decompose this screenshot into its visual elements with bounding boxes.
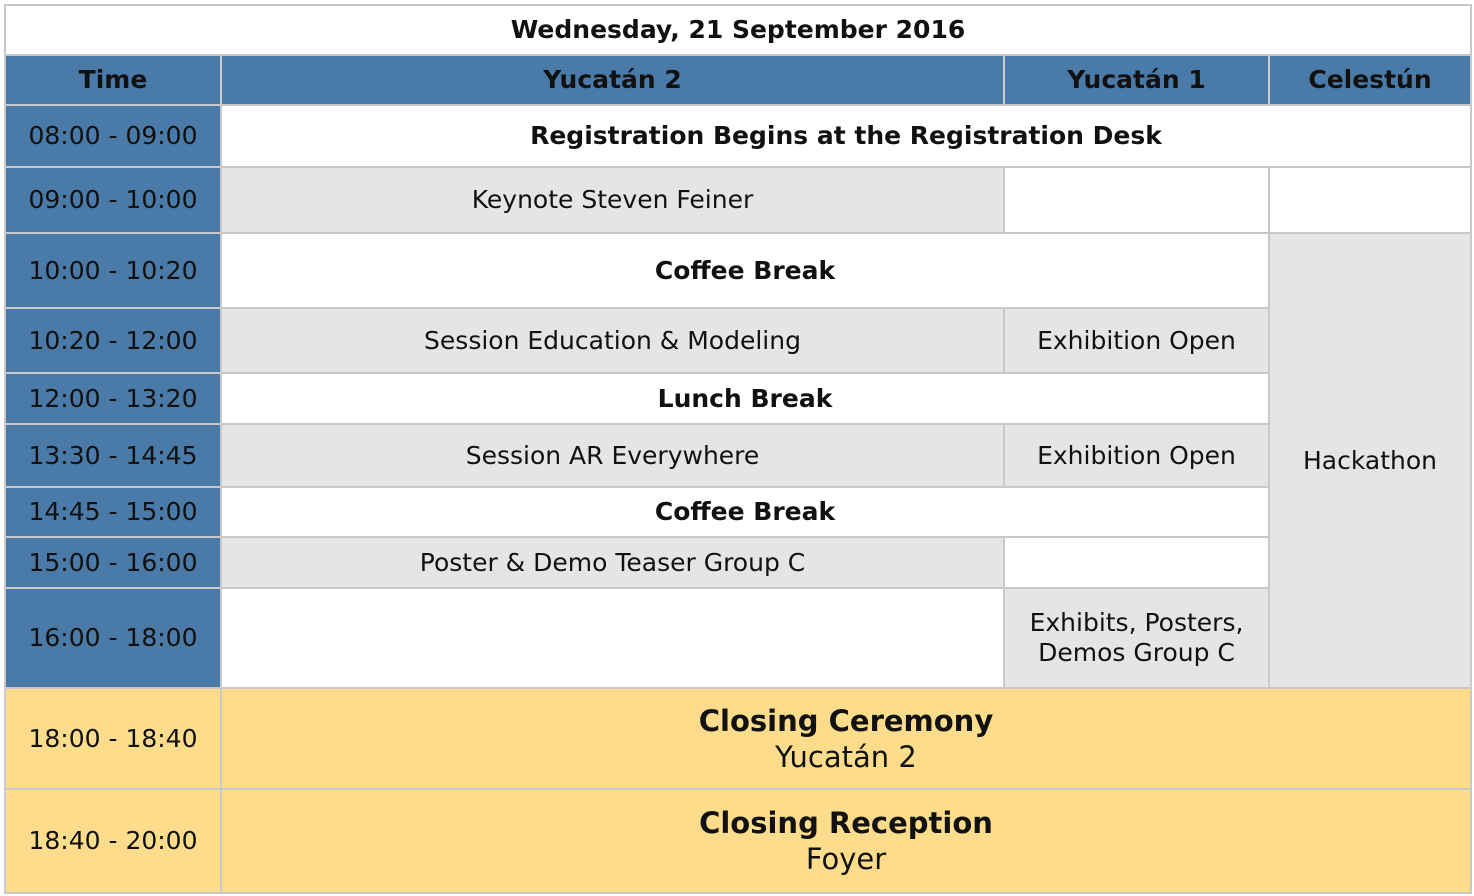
header-yucatan-2: Yucatán 2 <box>221 55 1004 105</box>
closing-reception-cell <box>221 789 1471 893</box>
table-row <box>5 167 1471 233</box>
table-row <box>5 424 1471 487</box>
hackathon-cell: Hackathon <box>1269 233 1471 688</box>
header-yucatan-1: Yucatán 1 <box>1004 55 1269 105</box>
empty-cell <box>221 588 1004 688</box>
time-cell: 10:00 - 10:20 <box>5 233 221 308</box>
event-title: Closing Reception <box>699 806 993 840</box>
exhibition-cell: Exhibition Open <box>1004 308 1269 373</box>
coffee-break-cell: Coffee Break <box>221 233 1269 308</box>
time-cell: 13:30 - 14:45 <box>5 424 221 487</box>
exhibits-line-2: Demos Group C <box>1038 638 1235 667</box>
time-cell: 12:00 - 13:20 <box>5 373 221 424</box>
exhibition-cell: Exhibition Open <box>1004 424 1269 487</box>
header-celestun: Celestún <box>1269 55 1471 105</box>
time-cell: 18:00 - 18:40 <box>5 688 221 789</box>
exhibits-line-1: Exhibits, Posters, <box>1029 608 1244 637</box>
event-location: Foyer <box>805 842 887 876</box>
time-cell: 09:00 - 10:00 <box>5 167 221 233</box>
time-cell: 14:45 - 15:00 <box>5 487 221 537</box>
schedule-table <box>4 4 1472 894</box>
time-cell: 10:20 - 12:00 <box>5 308 221 373</box>
table-row <box>5 487 1471 537</box>
table-row <box>5 373 1471 424</box>
header-time: Time <box>5 55 221 105</box>
registration-cell: Registration Begins at the Registration Desk <box>221 105 1471 167</box>
session-cell: Session Education & Modeling <box>221 308 1004 373</box>
exhibits-cell <box>1004 588 1269 688</box>
table-row <box>5 308 1471 373</box>
time-cell: 18:40 - 20:00 <box>5 789 221 893</box>
teaser-cell: Poster & Demo Teaser Group C <box>221 537 1004 588</box>
time-cell: 15:00 - 16:00 <box>5 537 221 588</box>
lunch-break-cell: Lunch Break <box>221 373 1269 424</box>
empty-cell <box>1004 537 1269 588</box>
header-row <box>5 55 1471 105</box>
title-row <box>5 5 1471 55</box>
closing-ceremony-cell <box>221 688 1471 789</box>
table-row <box>5 688 1471 789</box>
empty-cell <box>1269 167 1471 233</box>
time-cell: 16:00 - 18:00 <box>5 588 221 688</box>
empty-cell <box>1004 167 1269 233</box>
keynote-cell: Keynote Steven Feiner <box>221 167 1004 233</box>
table-row <box>5 105 1471 167</box>
table-row <box>5 789 1471 893</box>
table-row <box>5 537 1471 588</box>
schedule-title: Wednesday, 21 September 2016 <box>5 5 1471 55</box>
event-location: Yucatán 2 <box>775 739 917 774</box>
coffee-break-cell: Coffee Break <box>221 487 1269 537</box>
time-cell: 08:00 - 09:00 <box>5 105 221 167</box>
event-title: Closing Ceremony <box>698 703 994 738</box>
session-cell: Session AR Everywhere <box>221 424 1004 487</box>
table-row <box>5 588 1471 688</box>
table-row <box>5 233 1471 308</box>
